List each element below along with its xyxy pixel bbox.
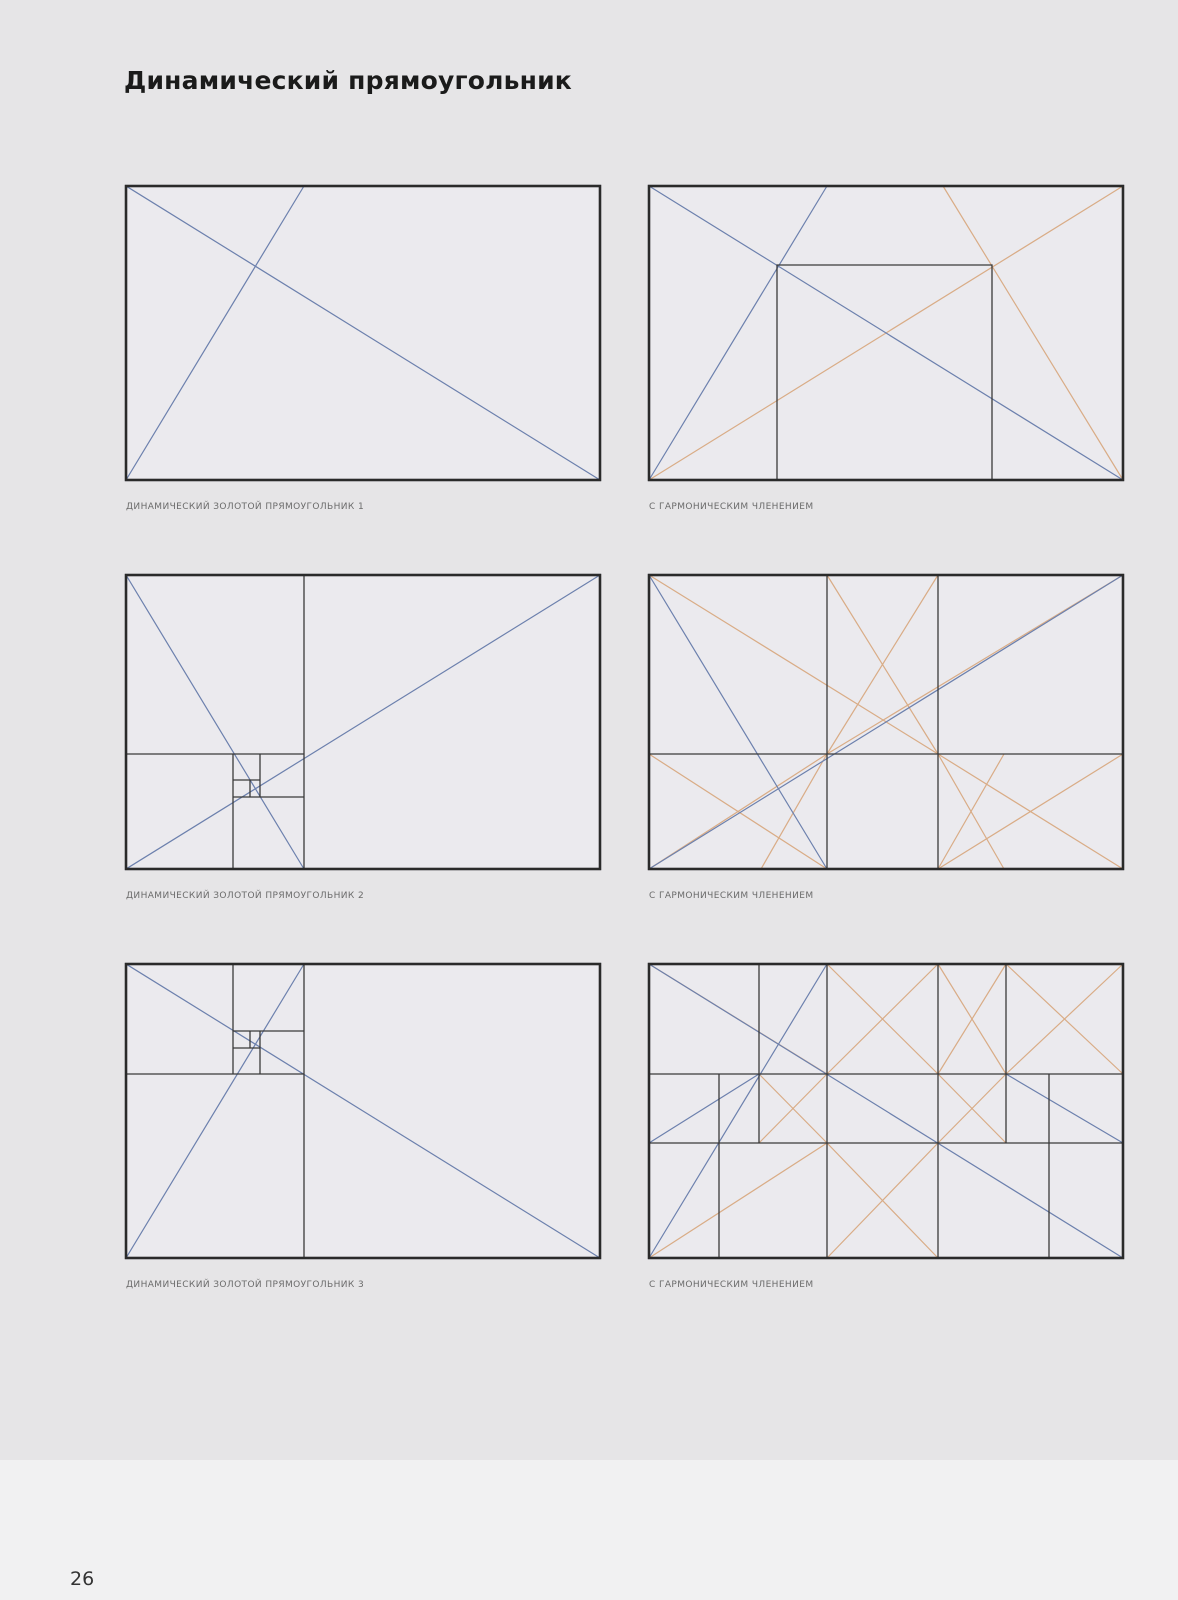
diagram-6-caption: С ГАРМОНИЧЕСКИМ ЧЛЕНЕНИЕМ bbox=[649, 1280, 814, 1290]
blue-diagonal-long bbox=[649, 964, 1123, 1258]
diagram-4-caption: С ГАРМОНИЧЕСКИМ ЧЛЕНЕНИЕМ bbox=[649, 891, 814, 901]
orange-line bbox=[649, 575, 938, 754]
diagram-5-caption: ДИНАМИЧЕСКИЙ ЗОЛОТОЙ ПРЯМОУГОЛЬНИК 3 bbox=[126, 1280, 365, 1290]
blue-diagonal-left bbox=[649, 575, 827, 869]
blue-small-diagonal bbox=[649, 1074, 759, 1143]
diagram-6-svg bbox=[647, 962, 1125, 1260]
diagram-1-caption: ДИНАМИЧЕСКИЙ ЗОЛОТОЙ ПРЯМОУГОЛЬНИК 1 bbox=[126, 502, 365, 512]
blue-diagonal-long bbox=[126, 575, 600, 869]
orange-line bbox=[649, 1143, 827, 1258]
blue-diagonal-left bbox=[126, 964, 304, 1258]
diagram-golden-rectangle-3 bbox=[124, 962, 602, 1260]
diagram-3-svg bbox=[124, 573, 602, 871]
page-number: 26 bbox=[70, 1568, 95, 1590]
page-bottom-margin bbox=[0, 1460, 1178, 1600]
blue-diagonal-left bbox=[649, 964, 827, 1258]
perpendicular-diagonal bbox=[126, 186, 304, 480]
diagram-harmonic-division-1 bbox=[647, 184, 1125, 482]
diagram-2-caption: С ГАРМОНИЧЕСКИМ ЧЛЕНЕНИЕМ bbox=[649, 502, 814, 512]
main-diagonal bbox=[126, 186, 600, 480]
page-title: Динамический прямоугольник bbox=[124, 66, 572, 95]
diagram-5-svg bbox=[124, 962, 602, 1260]
diagram-golden-rectangle-2 bbox=[124, 573, 602, 871]
diagram-golden-rectangle-1 bbox=[124, 184, 602, 482]
blue-small-diagonal bbox=[1006, 1074, 1123, 1143]
diagram-3-caption: ДИНАМИЧЕСКИЙ ЗОЛОТОЙ ПРЯМОУГОЛЬНИК 2 bbox=[126, 891, 365, 901]
diagram-4-svg bbox=[647, 573, 1125, 871]
blue-perpendicular bbox=[649, 186, 827, 480]
diagram-1-svg bbox=[124, 184, 602, 482]
blue-diagonal-long bbox=[126, 964, 600, 1258]
orange-perpendicular bbox=[943, 186, 1123, 480]
inner-square bbox=[777, 265, 992, 480]
diagram-2-svg bbox=[647, 184, 1125, 482]
diagram-harmonic-division-2 bbox=[647, 573, 1125, 871]
diagram-harmonic-division-3 bbox=[647, 962, 1125, 1260]
blue-diagonal-left bbox=[126, 575, 304, 869]
